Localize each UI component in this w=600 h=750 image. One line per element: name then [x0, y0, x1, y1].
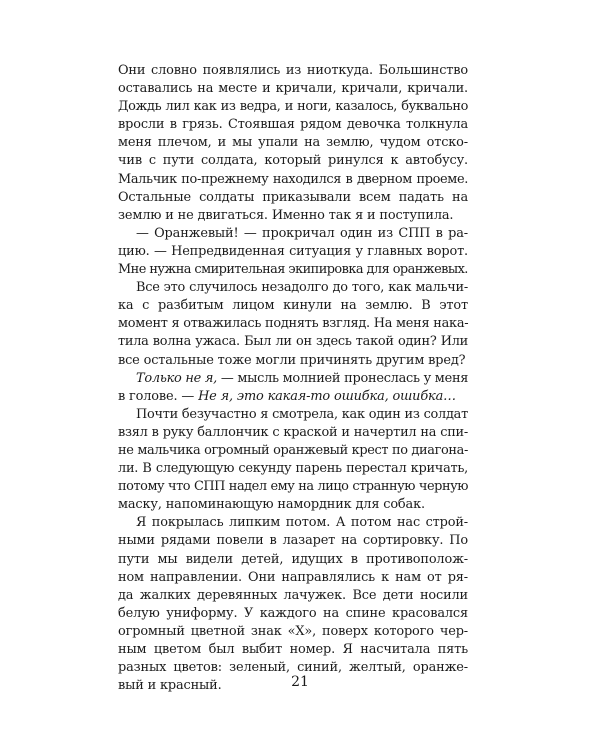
text-line: все остальные тоже могли причинять другим вред?	[118, 352, 466, 368]
text-line	[118, 370, 468, 388]
text-line: чив с пути солдата, который ринулся к автобусу.	[118, 153, 468, 169]
italic-thought: Не я, это какая-то ошибка, ошибка…	[198, 388, 456, 404]
text-line: Дождь лил как из ведра, и ноги, казалось, буквально	[118, 99, 468, 115]
text-line: белую униформу. У каждого на спине красовался	[118, 605, 468, 621]
text-line: землю и не двигаться. Именно так я и поступила.	[118, 207, 454, 223]
text-line: Остальные солдаты приказывали всем падать на	[118, 189, 468, 205]
text-line: не мальчика огромный оранжевый крест по диагона-	[118, 442, 468, 458]
text-line	[118, 388, 468, 406]
text-line: Они словно появлялись из ниоткуда. Большинство	[118, 63, 468, 78]
text-line: ными рядами повели в лазарет на сортировку. По	[118, 533, 468, 549]
text-line: цию. — Непредвиденная ситуация у главных ворот.	[118, 243, 468, 259]
text-line: пути мы видели детей, идущих в противополож-	[118, 551, 468, 567]
text-line: вый и красный.	[118, 678, 222, 694]
text-line: взял в руку баллончик с краской и начертил на спи-	[118, 424, 468, 440]
text-line: огромный цветной знак «Х», поверх которого чер-	[118, 623, 468, 639]
text-line: — Оранжевый! — прокричал один из СПП в ра-	[136, 225, 468, 241]
text-line: Я покрылась липким потом. А потом нас строй-	[136, 515, 468, 531]
body-text	[118, 62, 468, 695]
text-line: тила волна ужаса. Был ли он здесь такой один? Или	[118, 334, 468, 350]
text-line: ка с разбитым лицом кинули на землю. В этот	[118, 298, 468, 314]
text-line: маску, напоминающую намордник для собак.	[118, 497, 425, 513]
text-line: Все это случилось незадолго до того, как мальчи-	[136, 280, 468, 296]
text-line: меня плечом, и мы упали на землю, чудом отско-	[118, 135, 468, 151]
text-line: потому что СПП надел ему на лицо странную черную	[118, 479, 468, 495]
text-line: момент я отважилась поднять взгляд. На меня нака-	[118, 316, 469, 332]
text-line: ли. В следующую секунду парень перестал кричать,	[118, 461, 468, 477]
text-line: оставались на месте и кричали, кричали, кричали.	[118, 81, 468, 97]
text-line: вросли в грязь. Стоявшая рядом девочка толкнула	[118, 117, 468, 133]
text-line: Мне нужна смирительная экипировка для оранжевых.	[118, 262, 468, 278]
text-line: да жалких деревянных лачужек. Все дети носили	[118, 587, 468, 603]
text-line: Почти безучастно я смотрела, как один из солдат	[136, 406, 468, 422]
text-segment: в голове. —	[118, 388, 199, 404]
text-line: разных цветов: зеленый, синий, желтый, оранже-	[118, 660, 468, 676]
italic-thought: Только не я,	[136, 370, 217, 386]
text-line: ным цветом был выбит номер. Я насчитала пять	[118, 642, 468, 657]
page-number: 21	[291, 674, 309, 690]
text-segment: — мысль молнией пронеслась у меня	[217, 370, 469, 386]
text-line: ном направлении. Они направлялись к нам от ря-	[118, 569, 468, 585]
text-line: Мальчик по-прежнему находился в дверном проеме.	[118, 171, 468, 187]
